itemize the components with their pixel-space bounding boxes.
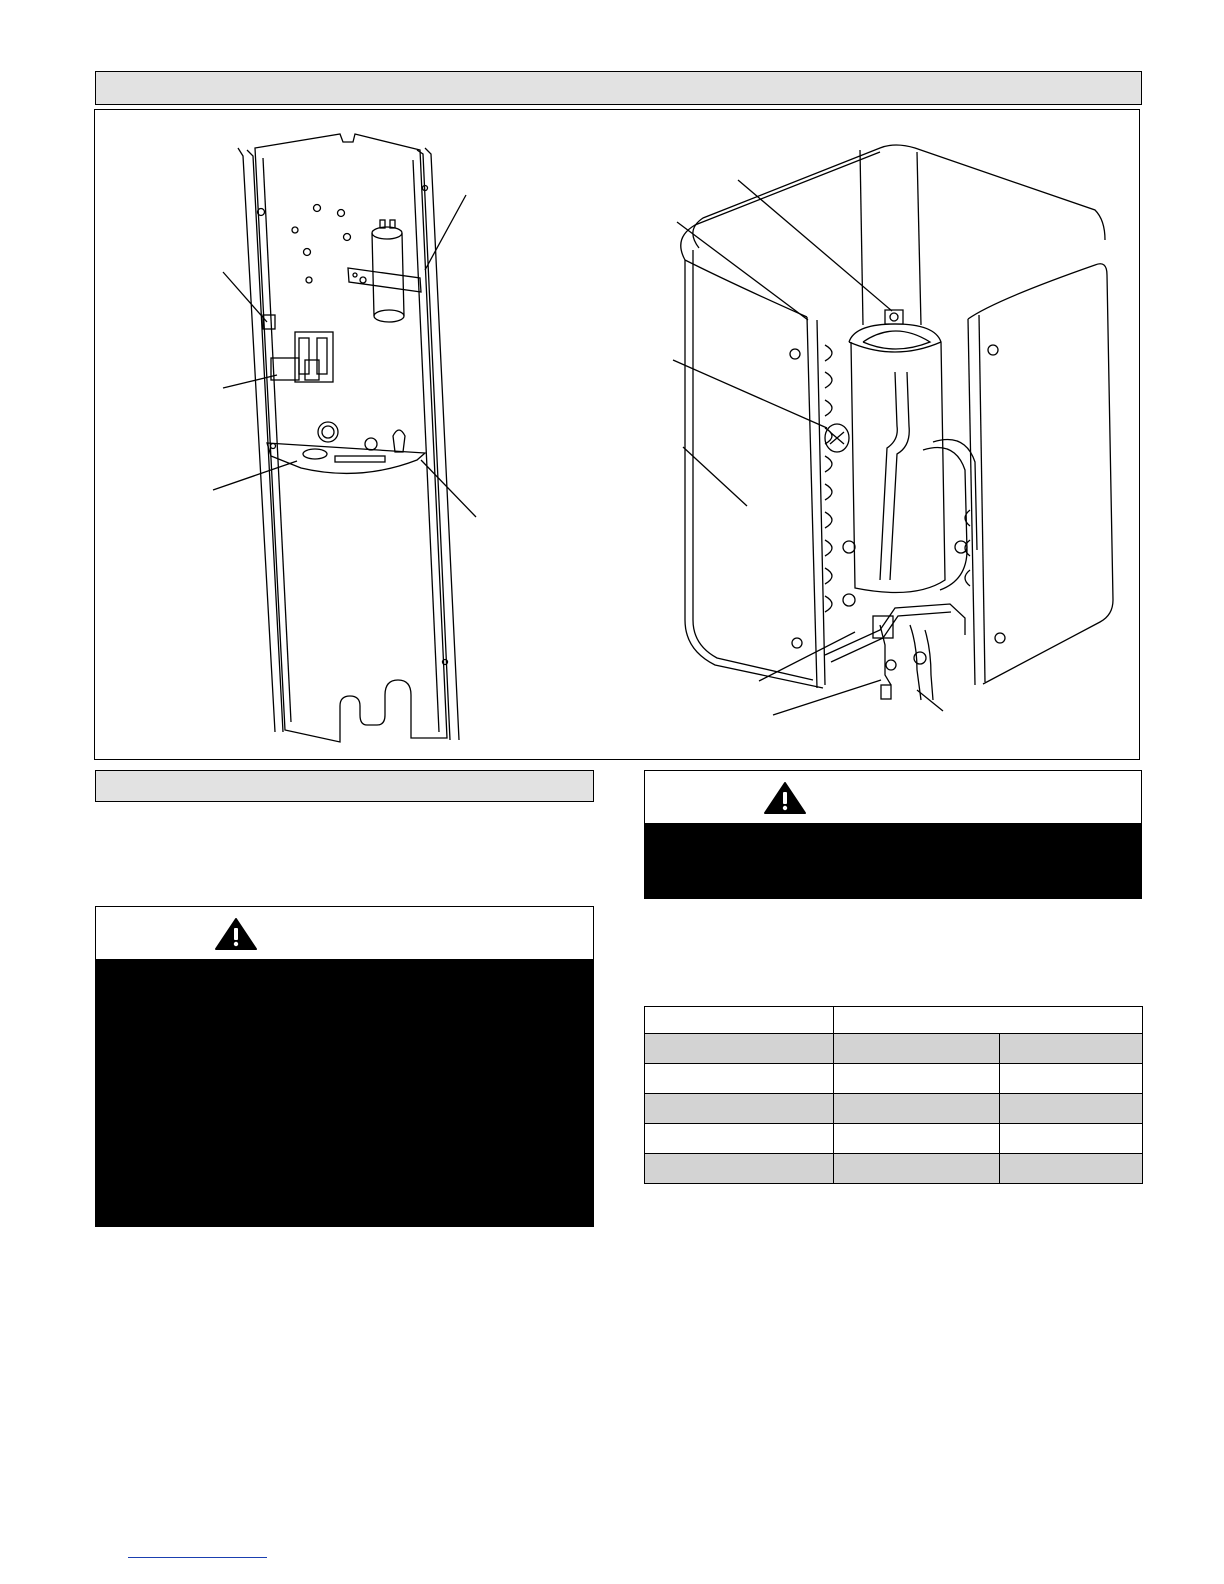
warning-box-left bbox=[95, 906, 594, 1227]
section-heading-bar bbox=[95, 770, 594, 802]
warning-triangle-icon bbox=[763, 781, 807, 815]
table-row bbox=[645, 1094, 1143, 1124]
table-header-cell bbox=[834, 1007, 1143, 1034]
table-cell bbox=[834, 1034, 1000, 1064]
table-cell bbox=[1000, 1064, 1143, 1094]
warning-box-right bbox=[644, 770, 1142, 899]
table-cell bbox=[645, 1154, 834, 1184]
table-row bbox=[645, 1124, 1143, 1154]
table-cell bbox=[834, 1064, 1000, 1094]
table-cell bbox=[645, 1064, 834, 1094]
table-header-row bbox=[645, 1007, 1143, 1034]
spec-table-container bbox=[644, 1006, 1142, 1184]
table-cell bbox=[1000, 1124, 1143, 1154]
warning-header bbox=[645, 771, 1141, 823]
table-header-cell bbox=[645, 1007, 834, 1034]
table-cell bbox=[1000, 1034, 1143, 1064]
table-cell bbox=[1000, 1094, 1143, 1124]
figure-illustration bbox=[95, 110, 1141, 761]
spec-table bbox=[644, 1006, 1143, 1184]
table-cell bbox=[834, 1124, 1000, 1154]
warning-triangle-icon bbox=[214, 917, 258, 951]
table-cell bbox=[645, 1094, 834, 1124]
unit-components-figure bbox=[94, 109, 1140, 760]
warning-body bbox=[645, 823, 1141, 898]
page-title-bar bbox=[95, 71, 1142, 105]
footer-link-underline[interactable] bbox=[128, 1557, 267, 1558]
table-cell bbox=[645, 1034, 834, 1064]
control-panel-drawing bbox=[238, 134, 459, 742]
outdoor-unit-drawing bbox=[681, 145, 1113, 700]
table-row bbox=[645, 1064, 1143, 1094]
warning-header bbox=[96, 907, 593, 959]
table-cell bbox=[834, 1154, 1000, 1184]
table-cell bbox=[645, 1124, 834, 1154]
warning-body bbox=[96, 959, 593, 1226]
table-cell bbox=[1000, 1154, 1143, 1184]
table-row bbox=[645, 1154, 1143, 1184]
table-cell bbox=[834, 1094, 1000, 1124]
table-row bbox=[645, 1034, 1143, 1064]
